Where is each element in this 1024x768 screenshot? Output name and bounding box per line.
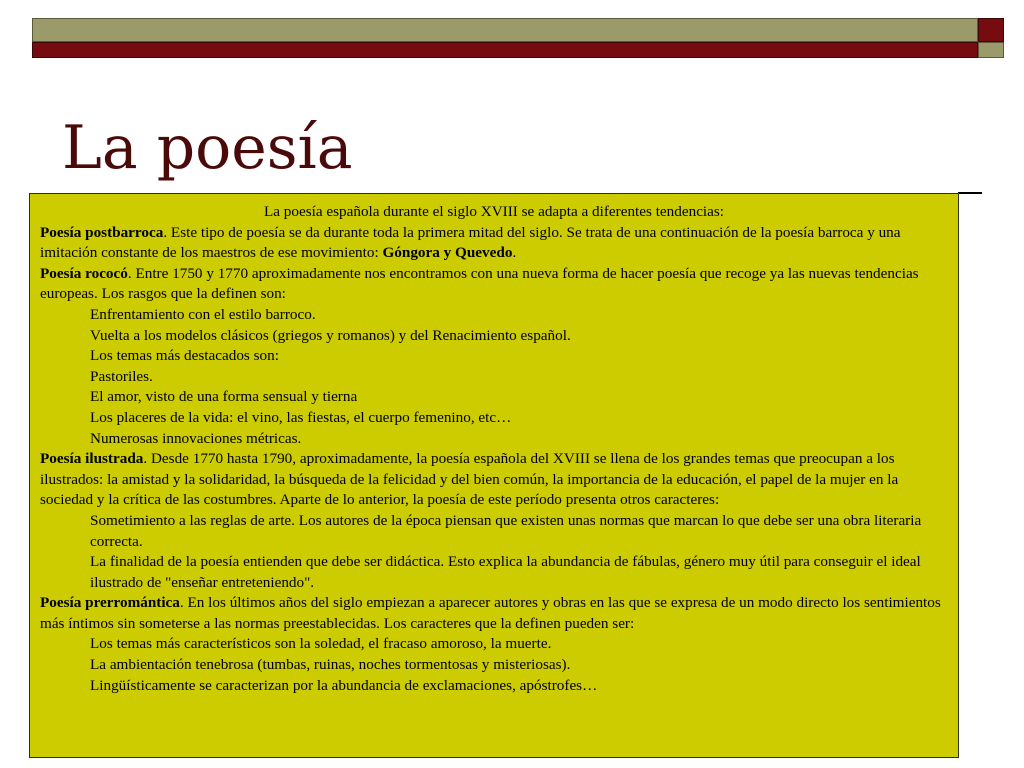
list-item: Lingüísticamente se caracterizan por la abundancia de exclamaciones, apóstrofes…	[90, 676, 598, 694]
section-ilustrada	[40, 449, 948, 511]
postbarroca-authors: Góngora y Quevedo	[382, 244, 513, 262]
list-item: Los temas más destacados son:	[90, 347, 279, 365]
list-item: Los temas más característicos son la soledad, el fracaso amoroso, la muerte.	[90, 635, 552, 653]
prerromantica-text: . En los últimos años del siglo empiezan a aparecer autores y obras en las que se expresa de un modo directo los sentimientos más íntimos sin someterse a las normas preestablecidas. Los caracteres que la definen pueden ser:	[40, 594, 941, 632]
rococo-text: . Entre 1750 y 1770 aproximadamente nos encontramos con una nueva forma de hacer poesía que recoge ya las nuevas tendencias europeas. Los rasgos que la definen son:	[40, 264, 919, 303]
header-bar-olive	[32, 18, 978, 42]
list-item: Numerosas innovaciones métricas.	[90, 429, 302, 447]
heading-ilustrada: Poesía ilustrada	[40, 450, 144, 468]
header-square-olive	[978, 42, 1004, 58]
postbarroca-text: . Este tipo de poesía se da durante toda la primera mitad del siglo. Se trata de una continuación de la poesía barroca y una imitación constante de los maestros de ese movimiento:	[40, 223, 901, 262]
list-item: Sometimiento a las reglas de arte. Los autores de la época piensan que existen unas normas que marcan lo que debe ser una obra literaria correcta.	[90, 511, 922, 550]
intro-text: La poesía española durante el siglo XVIII se adapta a diferentes tendencias:	[263, 203, 725, 220]
heading-postbarroca: Poesía postbarroca	[40, 223, 164, 241]
list-item: Pastoriles.	[90, 367, 153, 385]
list-item: Los placeres de la vida: el vino, las fiestas, el cuerpo femenino, etc…	[90, 408, 512, 426]
ilustrada-text: . Desde 1770 hasta 1790, aproximadamente, la poesía española del XVIII se llena de los grandes temas que preocupan a los ilustrados: la amistad y la solidaridad, la búsqueda de la felicidad y del bien común, la importancia de la educación, el papel de la mujer en la sociedad y la crítica de las costumbres. Aparte de lo anterior, la poesía de este período presenta otros caracteres:	[40, 450, 899, 509]
list-item: La ambientación tenebrosa (tumbas, ruinas, noches tormentosas y misteriosas).	[90, 656, 571, 674]
list-item: Vuelta a los modelos clásicos (griegos y romanos) y del Renacimiento español.	[90, 326, 571, 344]
header-bar-red	[32, 42, 978, 58]
section-rococo	[40, 264, 948, 305]
list-item: La finalidad de la poesía entienden que debe ser didáctica. Esto explica la abundancia de fábulas, género muy útil para conseguir el ideal ilustrado de "enseñar entreteniendo".	[90, 553, 921, 591]
slide-title: La poesía	[62, 113, 353, 183]
section-postbarroca	[40, 223, 948, 264]
list-item: Enfrentamiento con el estilo barroco.	[90, 305, 316, 323]
content-box	[29, 193, 959, 758]
heading-rococo: Poesía rococó	[40, 264, 128, 282]
heading-prerromantica: Poesía prerromántica	[40, 594, 180, 612]
list-item: El amor, visto de una forma sensual y tierna	[90, 388, 358, 406]
postbarroca-end: .	[512, 244, 517, 262]
header-square-red	[978, 18, 1004, 42]
title-rule	[958, 192, 982, 194]
section-prerromantica	[40, 593, 948, 634]
